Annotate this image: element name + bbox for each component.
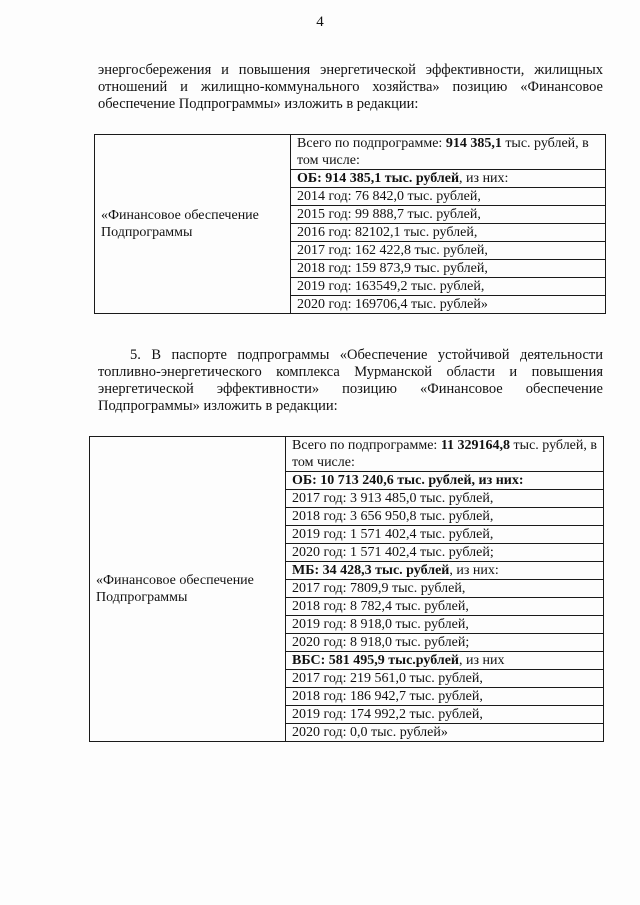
year-amount-row: 2018 год: 3 656 950,8 тыс. рублей, <box>286 508 604 526</box>
total-prefix: Всего по подпрограмме: <box>297 136 443 151</box>
budget-group-suffix: , из них: <box>459 171 509 186</box>
year-amount-row: 2018 год: 159 873,9 тыс. рублей, <box>291 260 606 278</box>
year-amount-row: 2020 год: 1 571 402,4 тыс. рублей; <box>286 544 604 562</box>
year-amount-row: 2020 год: 169706,4 тыс. рублей» <box>291 296 606 314</box>
year-amount-row: 2020 год: 0,0 тыс. рублей» <box>286 724 604 742</box>
year-amount-row: 2018 год: 8 782,4 тыс. рублей, <box>286 598 604 616</box>
budget-group-header <box>286 652 604 670</box>
year-amount-row: 2017 год: 7809,9 тыс. рублей, <box>286 580 604 598</box>
financing-table-2 <box>89 436 604 742</box>
budget-group-suffix: , из них: <box>449 563 499 578</box>
year-amount-row: 2020 год: 8 918,0 тыс. рублей; <box>286 634 604 652</box>
financing-label-text: «Финансовое обеспечение Подпрограммы <box>96 573 254 605</box>
budget-group-title: ОБ: 10 713 240,6 тыс. рублей, из них: <box>292 473 524 488</box>
year-amount-row: 2019 год: 174 992,2 тыс. рублей, <box>286 706 604 724</box>
total-value: 914 385,1 <box>445 136 502 151</box>
financing-label <box>95 135 291 314</box>
budget-group-header <box>291 170 606 188</box>
total-prefix: Всего по подпрограмме: <box>292 438 438 453</box>
budget-group-suffix: , из них <box>459 653 505 668</box>
budget-group-header <box>286 472 604 490</box>
year-amount-row: 2017 год: 3 913 485,0 тыс. рублей, <box>286 490 604 508</box>
page-number: 4 <box>316 14 324 30</box>
budget-group-header <box>286 562 604 580</box>
total-suffix: тыс. рублей, в том числе: <box>292 438 597 470</box>
year-amount-row: 2015 год: 99 888,7 тыс. рублей, <box>291 206 606 224</box>
total-value: 11 329164,8 <box>440 438 511 453</box>
budget-group-title: ОБ: 914 385,1 тыс. рублей <box>297 171 460 186</box>
financing-label-text: «Финансовое обеспечение Подпрограммы <box>101 208 259 240</box>
year-amount-row: 2019 год: 8 918,0 тыс. рублей, <box>286 616 604 634</box>
total-cell <box>291 135 606 170</box>
year-amount-row: 2017 год: 219 561,0 тыс. рублей, <box>286 670 604 688</box>
budget-group-title: МБ: 34 428,3 тыс. рублей <box>292 563 450 578</box>
year-amount-row: 2014 год: 76 842,0 тыс. рублей, <box>291 188 606 206</box>
total-suffix: тыс. рублей, в том числе: <box>297 136 589 168</box>
year-amount-row: 2018 год: 186 942,7 тыс. рублей, <box>286 688 604 706</box>
budget-group-title: ВБС: 581 495,9 тыс.рублей <box>292 653 459 668</box>
intro-paragraph: энергосбережения и повышения энергетической эффективности, жилищных отношений и жилищно-коммунального хозяйства» позицию «Финансовое обеспечение Подпрограммы» изложить в редакции: <box>98 62 603 112</box>
financing-table-1 <box>94 134 606 314</box>
year-amount-row: 2016 год: 82102,1 тыс. рублей, <box>291 224 606 242</box>
year-amount-row: 2019 год: 1 571 402,4 тыс. рублей, <box>286 526 604 544</box>
item-5-paragraph: 5. В паспорте подпрограммы «Обеспечение устойчивой деятельности топливно-энергетического комплекса Мурманской области и повышения энергетической эффективности» позицию «Финансовое обеспечение Подпрограммы» изложить в редакции: <box>98 347 603 414</box>
total-cell <box>286 437 604 472</box>
year-amount-row: 2019 год: 163549,2 тыс. рублей, <box>291 278 606 296</box>
financing-label <box>90 437 286 742</box>
year-amount-row: 2017 год: 162 422,8 тыс. рублей, <box>291 242 606 260</box>
